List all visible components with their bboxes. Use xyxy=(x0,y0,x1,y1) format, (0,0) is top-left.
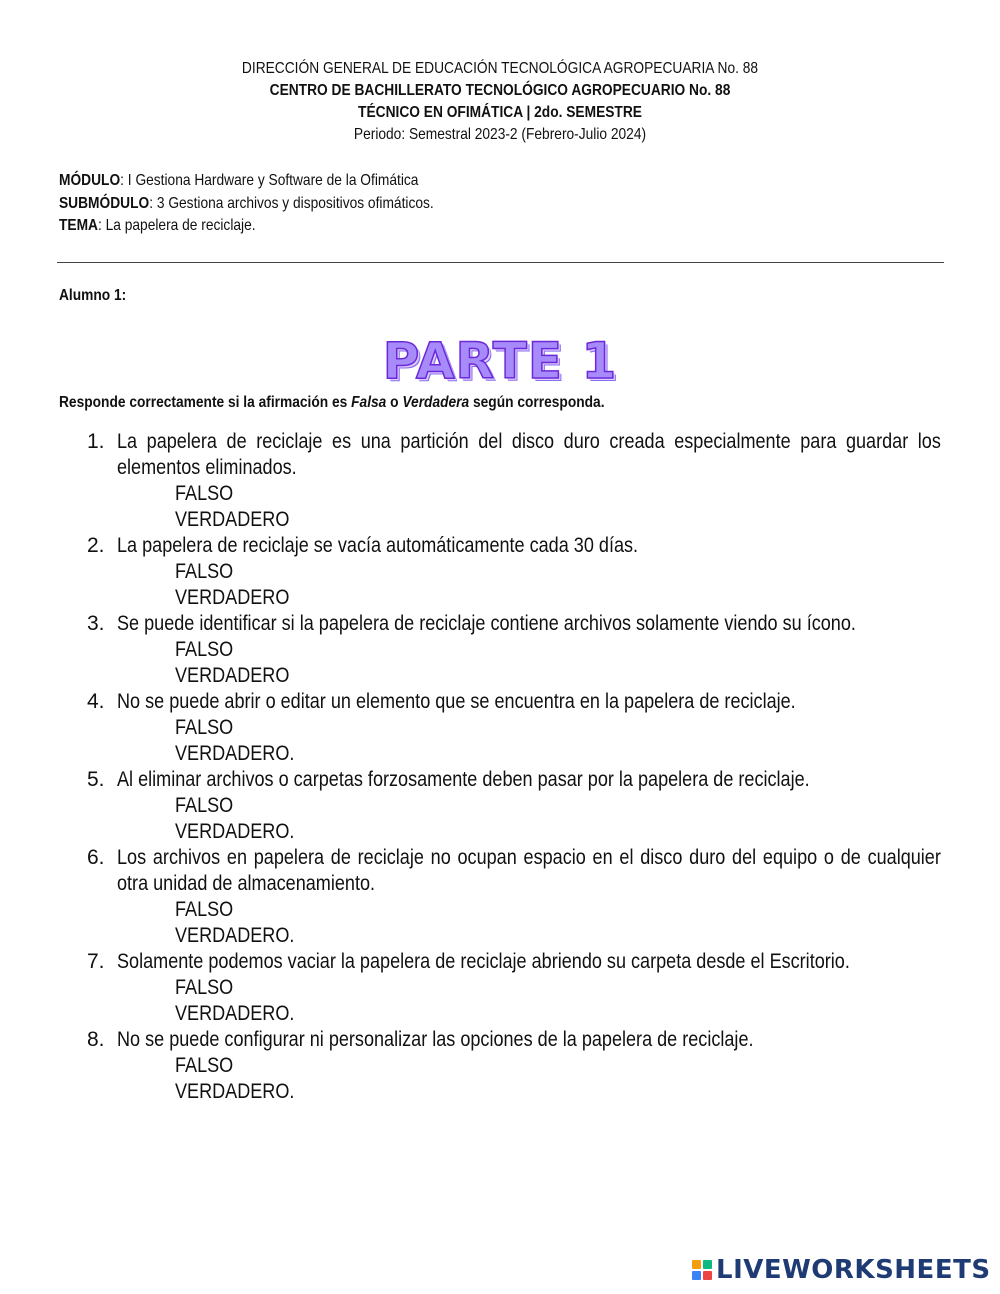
document-header xyxy=(0,58,1000,146)
question-text: No se puede configurar ni personalizar las opciones de la papelera de reciclaje. xyxy=(117,1028,754,1051)
option-verdadero[interactable]: VERDADERO. xyxy=(175,1002,295,1025)
liveworksheets-logo-text: LIVEWORKSHEETS xyxy=(716,1255,991,1285)
question-8 xyxy=(0,1027,1000,1105)
option-falso[interactable]: FALSO xyxy=(175,716,234,739)
question-text: La papelera de reciclaje se vacía automáticamente cada 30 días. xyxy=(117,534,639,557)
question-text: Los archivos en papelera de reciclaje no ocupan espacio en el disco duro del equipo o de cualquier otra unidad de almacenamiento. xyxy=(117,846,941,895)
modulo-row xyxy=(59,170,434,193)
question-text: No se puede abrir o editar un elemento que se encuentra en la papelera de reciclaje. xyxy=(117,690,796,713)
module-info xyxy=(59,170,495,238)
tema-row xyxy=(59,215,434,238)
horizontal-divider xyxy=(57,262,944,263)
option-verdadero[interactable]: VERDADERO. xyxy=(175,924,295,947)
modulo-value: : I Gestiona Hardware y Software de la Ofimática xyxy=(120,172,419,189)
header-line-4: Periodo: Semestral 2023-2 (Febrero-Julio 2024) xyxy=(353,126,647,143)
header-line-3: TÉCNICO EN OFIMÁTICA | 2do. SEMESTRE xyxy=(358,104,642,121)
question-list xyxy=(0,429,1000,1105)
option-falso[interactable]: FALSO xyxy=(175,560,234,583)
submodulo-row xyxy=(59,193,434,216)
question-number: 3. xyxy=(87,612,105,635)
liveworksheets-logo xyxy=(692,1254,991,1286)
logo-square-1 xyxy=(692,1260,701,1269)
question-3 xyxy=(0,611,1000,689)
logo-square-2 xyxy=(703,1260,712,1269)
option-falso[interactable]: FALSO xyxy=(175,482,234,505)
option-verdadero[interactable]: VERDADERO. xyxy=(175,742,295,765)
header-line-2: CENTRO DE BACHILLERATO TECNOLÓGICO AGROPECUARIO No. 88 xyxy=(269,82,731,99)
question-number: 6. xyxy=(87,846,105,869)
instruction-text: Responde correctamente si la afirmación es Falsa o Verdadera según corresponda. xyxy=(59,394,605,411)
question-number: 8. xyxy=(87,1028,105,1051)
tema-label: TEMA xyxy=(59,217,98,234)
question-2 xyxy=(0,533,1000,611)
question-number: 5. xyxy=(87,768,105,791)
question-number: 7. xyxy=(87,950,105,973)
falsa-word: Falsa xyxy=(351,394,387,411)
question-number: 1. xyxy=(87,430,105,453)
submodulo-value: : 3 Gestiona archivos y dispositivos ofimáticos. xyxy=(149,194,434,212)
tema-value: : La papelera de reciclaje. xyxy=(97,217,256,234)
option-falso[interactable]: FALSO xyxy=(175,638,234,661)
question-number: 2. xyxy=(87,534,105,557)
question-number: 4. xyxy=(87,690,105,713)
part-title: PARTE 1 xyxy=(382,332,618,390)
student-label: Alumno 1: xyxy=(59,287,127,304)
option-falso[interactable]: FALSO xyxy=(175,976,234,999)
option-verdadero[interactable]: VERDADERO xyxy=(175,664,290,687)
question-text: Se puede identificar si la papelera de reciclaje contiene archivos solamente viendo su ícono. xyxy=(117,612,856,635)
option-verdadero[interactable]: VERDADERO. xyxy=(175,1080,295,1103)
option-verdadero[interactable]: VERDADERO xyxy=(175,508,290,531)
logo-square-4 xyxy=(703,1271,712,1280)
submodulo-label: SUBMÓDULO xyxy=(59,194,150,212)
question-4 xyxy=(0,689,1000,767)
question-1 xyxy=(0,429,1000,533)
option-falso[interactable]: FALSO xyxy=(175,898,234,921)
question-6 xyxy=(0,845,1000,949)
question-text: Solamente podemos vaciar la papelera de reciclaje abriendo su carpeta desde el Escritorio. xyxy=(117,950,850,973)
option-falso[interactable]: FALSO xyxy=(175,1054,234,1077)
question-5 xyxy=(0,767,1000,845)
question-7 xyxy=(0,949,1000,1027)
option-verdadero[interactable]: VERDADERO xyxy=(175,586,290,609)
verdadera-word: Verdadera xyxy=(402,394,470,411)
option-verdadero[interactable]: VERDADERO. xyxy=(175,820,295,843)
logo-square-3 xyxy=(692,1271,701,1280)
modulo-label: MÓDULO xyxy=(59,172,121,189)
question-text: Al eliminar archivos o carpetas forzosamente deben pasar por la papelera de reciclaje. xyxy=(117,768,810,791)
header-line-1: DIRECCIÓN GENERAL DE EDUCACIÓN TECNOLÓGICA AGROPECUARIA No. 88 xyxy=(241,60,759,77)
option-falso[interactable]: FALSO xyxy=(175,794,234,817)
liveworksheets-logo-icon xyxy=(692,1260,712,1280)
question-text: La papelera de reciclaje es una partición del disco duro creada especialmente para guardar los elementos eliminados. xyxy=(117,430,941,479)
